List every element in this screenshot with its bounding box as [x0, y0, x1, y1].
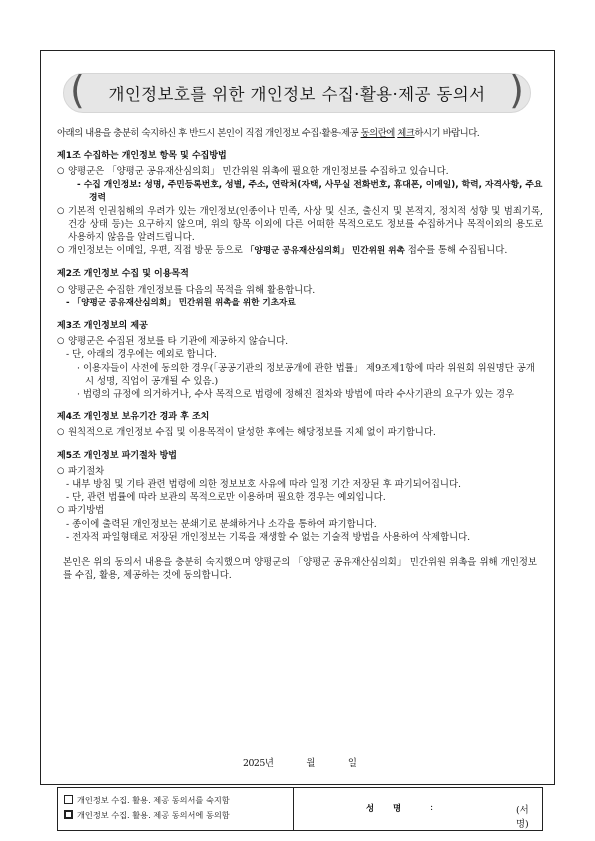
checkbox-agree[interactable]: [64, 810, 73, 819]
section-5-detail-4: - 전자적 파일형태로 저장된 개인정보는 기록을 재생할 수 없는 기술적 방법을 사용하여 삭제합니다.: [66, 531, 471, 543]
section-5: [57, 450, 543, 544]
section-1-collected-items: - 수집 개인정보: 성명, 주민등록번호, 성별, 주소, 연락처(자택, 사무실 전화번호, 휴대폰, 이메일), 학력, 자격사항, 주요경력: [77, 179, 543, 203]
section-2-bullet-1: ○ 양평군은 수집한 개인정보를 다음의 목적을 위해 활용합니다.: [57, 284, 543, 297]
consent-table: [57, 787, 543, 831]
intro-underline-consent: 동의란에: [360, 128, 395, 139]
date-month: 월: [306, 758, 315, 769]
section-1-title: 제1조 수집하는 개인정보 항목 및 수집방법: [57, 151, 227, 162]
section-5-bullet-1: ○ 파기절차: [57, 465, 543, 478]
section-3-bullet-1: ○ 양평군은 수집된 정보를 타 기관에 제공하지 않습니다.: [57, 335, 543, 348]
section-5-title: 제5조 개인정보 파기절차 방법: [57, 450, 177, 461]
consent-option-acknowledge[interactable]: 개인정보 수집. 활용. 제공 동의서를 숙지함: [64, 793, 293, 808]
section-5-detail-1: - 내부 방침 및 기타 관련 법령에 의한 정보보호 사유에 따라 일정 기간 저장된 후 파기되어집니다.: [66, 479, 461, 491]
signature-name-label: 성 명: [366, 803, 410, 813]
section-1: [57, 150, 543, 258]
section-4: [57, 411, 543, 439]
date-day: 일: [347, 758, 357, 769]
section-2: [57, 268, 543, 310]
left-parenthesis-ornament: (: [70, 68, 85, 112]
section-2-purpose: - 「양평군 공유재산심의회」 민간위원 위촉을 위한 기초자료: [66, 297, 296, 308]
section-3: [57, 320, 543, 401]
section-3-exception: - 단, 아래의 경우에는 예외로 합니다.: [66, 349, 217, 361]
intro-text: 아래의 내용을 충분히 숙지하신 후 반드시 본인이 직접 개인정보 수집·활용·제공 동의란에 체크하시기 바랍니다.: [57, 128, 480, 139]
section-3-exception-item-2: · 법령의 규정에 의거하거나, 수사 목적으로 법령에 정해진 절차와 방법에 따라 수사기관의 요구가 있는 경우: [77, 389, 515, 401]
consent-option-agree[interactable]: 개인정보 수집. 활용. 제공 동의서에 동의함: [64, 808, 293, 823]
document-body: [57, 127, 543, 582]
section-4-title: 제4조 개인정보 보유기간 경과 후 조치: [57, 412, 210, 423]
intro-underline-check: 체크: [397, 128, 415, 139]
signature-placeholder: (서 명): [516, 805, 529, 830]
checkbox-acknowledge[interactable]: [64, 795, 73, 804]
section-5-bullet-2: ○ 파기방법: [57, 504, 543, 517]
section-2-title: 제2조 개인정보 수집 및 이용목적: [57, 269, 189, 280]
date-line: [243, 755, 356, 769]
section-1-bullet-2: ○ 기본적 인권침해의 우려가 있는 개인정보(인종이나 민족, 사상 및 신조, 출신지 및 본적지, 정치적 성향 및 범죄기록, 건강 상태 등)는 요구하지 않으며, 위의 항목 이외에 다른 어떠한 목적으로도 정보를 수집하거나 목적이외의 용도로 사용하지 않음을 알려드립니다.: [57, 205, 543, 245]
right-parenthesis-ornament: ): [509, 68, 524, 112]
section-3-title: 제3조 개인정보의 제공: [57, 321, 148, 332]
document-title: 개인정보호를 위한 개인정보 수집·활용·제공 동의서: [108, 85, 486, 104]
section-5-detail-2: - 단, 관련 법률에 따라 보관의 목적으로만 이용하며 필요한 경우는 예외입니다.: [66, 492, 386, 504]
consent-options: [58, 788, 294, 830]
date-year: 2025년: [243, 758, 274, 769]
section-1-bullet-3: ○ 개인정보는 이메일, 우편, 직접 방문 등으로 「양평군 공유재산심의회」 민간위원 위촉 접수를 통해 수집됩니다.: [57, 244, 543, 258]
signature-colon: :: [430, 802, 434, 813]
section-1-bullet-1: ○ 양평군은 「양평군 공유재산심의회」 민간위원 위촉에 필요한 개인정보를 수집하고 있습니다.: [57, 165, 543, 178]
consent-statement: 본인은 위의 동의서 내용을 충분히 숙지했으며 양평군의 「양평군 공유재산심의회」 민간위원 위촉을 위해 개인정보를 수집, 활용, 제공하는 것에 동의합니다.: [63, 557, 537, 582]
section-5-detail-3: - 종이에 출력된 개인정보는 분쇄기로 분쇄하거나 소각을 통하여 파기합니다.: [66, 518, 377, 530]
section-4-bullet-1: ○ 원칙적으로 개인정보 수집 및 이용목적이 달성한 후에는 해당정보를 지체 없이 파기합니다.: [57, 426, 543, 439]
title-banner: [63, 68, 531, 113]
section-3-exception-item-1: · 이용자들이 사전에 동의한 경우(「공공기관의 정보공개에 관한 법률」 제9조제1항에 따라 위원회 위원명단 공개 시 성명, 직업이 공개될 수 있음.): [77, 362, 535, 387]
signature-area[interactable]: [294, 788, 542, 830]
